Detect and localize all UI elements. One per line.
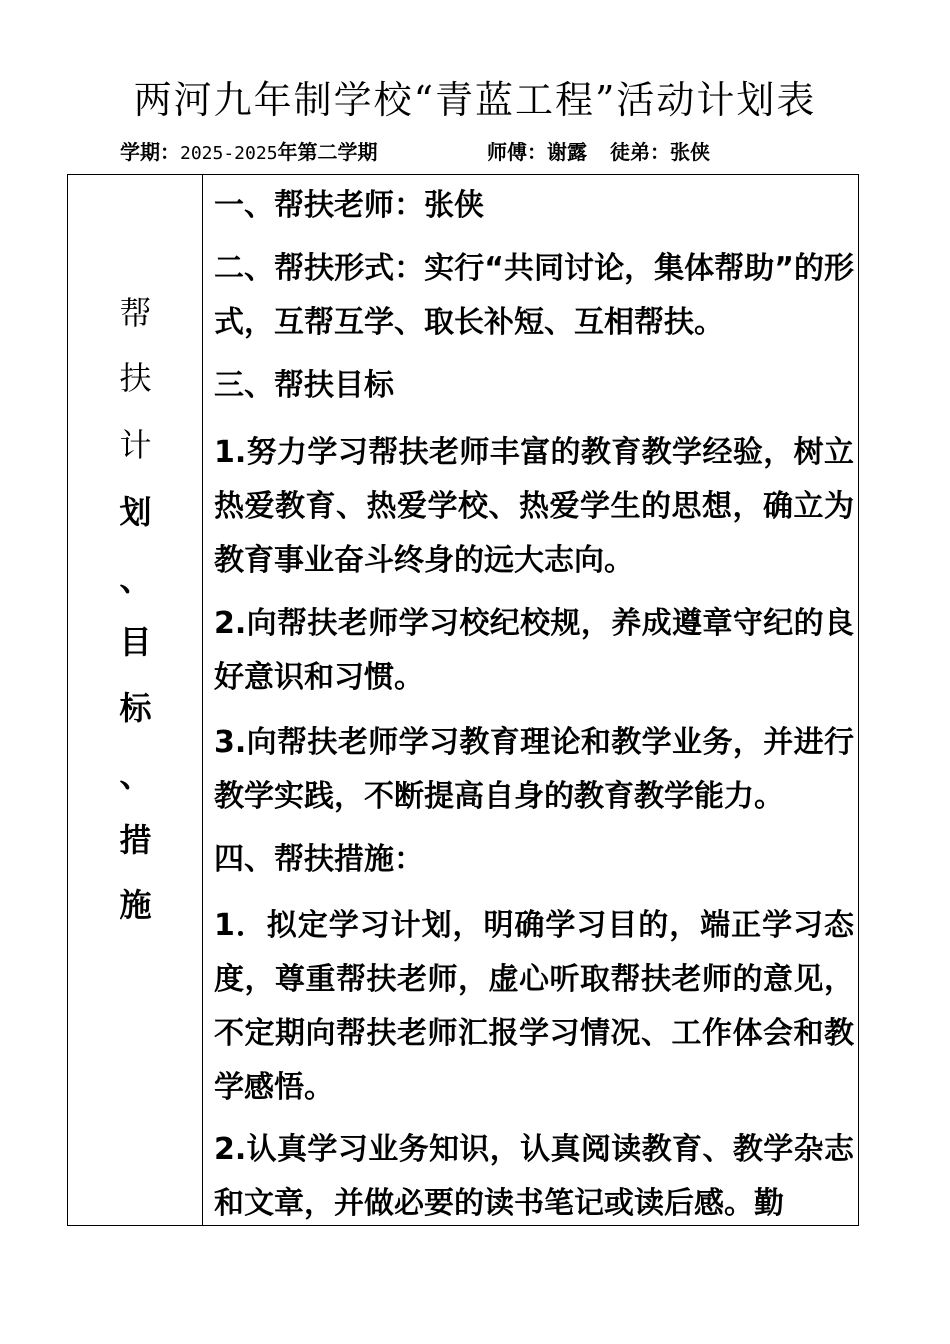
label-char: 、 xyxy=(119,756,152,794)
semester-label: 学期： xyxy=(120,140,180,164)
page-title: 两河九年制学校“青蓝工程”活动计划表 xyxy=(133,78,817,122)
semester-suffix: 年第二学期 xyxy=(277,140,378,164)
apprentice-info: 徒弟：张侠 xyxy=(610,140,710,164)
goals-heading: 三、帮扶目标 xyxy=(214,368,394,403)
help-form-paragraph: 二、帮扶形式：实行“共同讨论，集体帮助”的形式，互帮互学、取长补短、互相帮扶。 xyxy=(214,251,854,340)
label-char: 划 xyxy=(119,493,152,531)
label-char: 标 xyxy=(119,689,152,727)
label-char: 、 xyxy=(119,560,152,598)
helper-teacher-line: 一、帮扶老师：张侠 xyxy=(214,188,484,223)
measure-item-1: 1．拟定学习计划，明确学习目的，端正学习态度，尊重帮扶老师，虚心听取帮扶老师的意见，不定期向帮扶老师汇报学习情况、工作体会和教学感悟。 xyxy=(214,908,854,1105)
measure-item-2: 2.认真学习业务知识，认真阅读教育、教学杂志和文章，并做必要的读书笔记或读后感。勤 xyxy=(214,1132,854,1221)
measures-heading: 四、帮扶措施： xyxy=(214,842,424,877)
label-char: 计 xyxy=(119,426,152,464)
master-info: 师傅：谢露 xyxy=(487,140,587,164)
semester-info xyxy=(120,139,378,165)
label-char: 目 xyxy=(119,623,152,661)
plan-table xyxy=(67,174,859,1226)
section-label-cell xyxy=(68,175,203,1225)
goal-item-1: 1.努力学习帮扶老师丰富的教育教学经验，树立热爱教育、热爱学校、热爱学生的思想，确立为教育事业奋斗终身的远大志向。 xyxy=(214,435,854,578)
semester-years: 2025-2025 xyxy=(180,143,278,164)
goal-item-3: 3.向帮扶老师学习教育理论和教学业务，并进行教学实践，不断提高自身的教育教学能力。 xyxy=(214,725,854,814)
goal-item-2: 2.向帮扶老师学习校纪校规，养成遵章守纪的良好意识和习惯。 xyxy=(214,606,854,695)
label-char: 帮 xyxy=(119,294,152,332)
plan-content-cell xyxy=(204,175,858,1225)
label-char: 扶 xyxy=(119,359,152,397)
label-char: 措 xyxy=(119,821,152,859)
label-char: 施 xyxy=(119,886,152,924)
